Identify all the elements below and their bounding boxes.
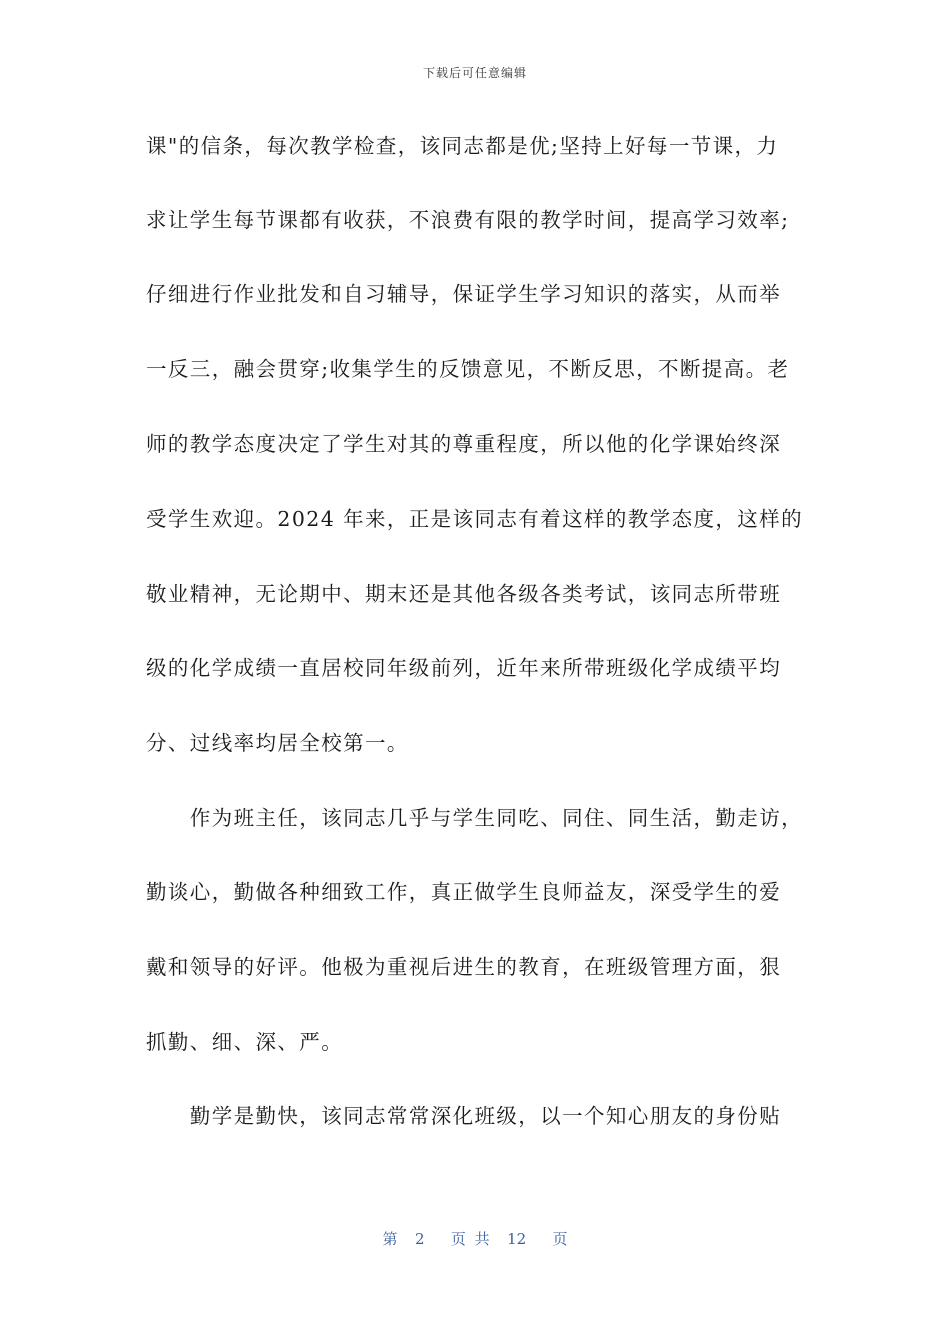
text-line: 仔细进行作业批发和自习辅导，保证学生学习知识的落实，从而举 (146, 282, 782, 306)
text-line: 敬业精神，无论期中、期末还是其他各级各类考试，该同志所带班 (146, 582, 782, 606)
text-line: 分、过线率均居全校第一。 (146, 731, 409, 755)
text-line: 戴和领导的好评。他极为重视后进生的教育，在班级管理方面，狠 (146, 955, 782, 979)
text-line: 受学生欢迎。2024 年来，正是该同志有着这样的教学态度，这样的 (146, 507, 803, 531)
text-line: 勤谈心，勤做各种细致工作，真正做学生良师益友，深受学生的爱 (146, 880, 782, 904)
text-line: 一反三，融会贯穿;收集学生的反馈意见，不断反思，不断提高。老 (146, 357, 790, 381)
text-line: 抓勤、细、深、严。 (146, 1030, 344, 1054)
text-line: 求让学生每节课都有收获，不浪费有限的教学时间，提高学习效率; (146, 208, 790, 232)
text-line: 课"的信条，每次教学检查，该同志都是优;坚持上好每一节课，力 (146, 134, 779, 158)
page-header: 下载后可任意编辑 (422, 66, 527, 80)
page-footer: 第 2 页 共 12 页 (382, 1230, 568, 1248)
text-line: 勤学是勤快，该同志常常深化班级，以一个知心朋友的身份贴 (146, 1104, 782, 1128)
text-line: 作为班主任，该同志几乎与学生同吃、同住、同生活，勤走访， (146, 806, 803, 830)
text-line: 级的化学成绩一直居校同年级前列，近年来所带班级化学成绩平均 (146, 656, 782, 680)
text-line: 师的教学态度决定了学生对其的尊重程度，所以他的化学课始终深 (146, 432, 782, 456)
